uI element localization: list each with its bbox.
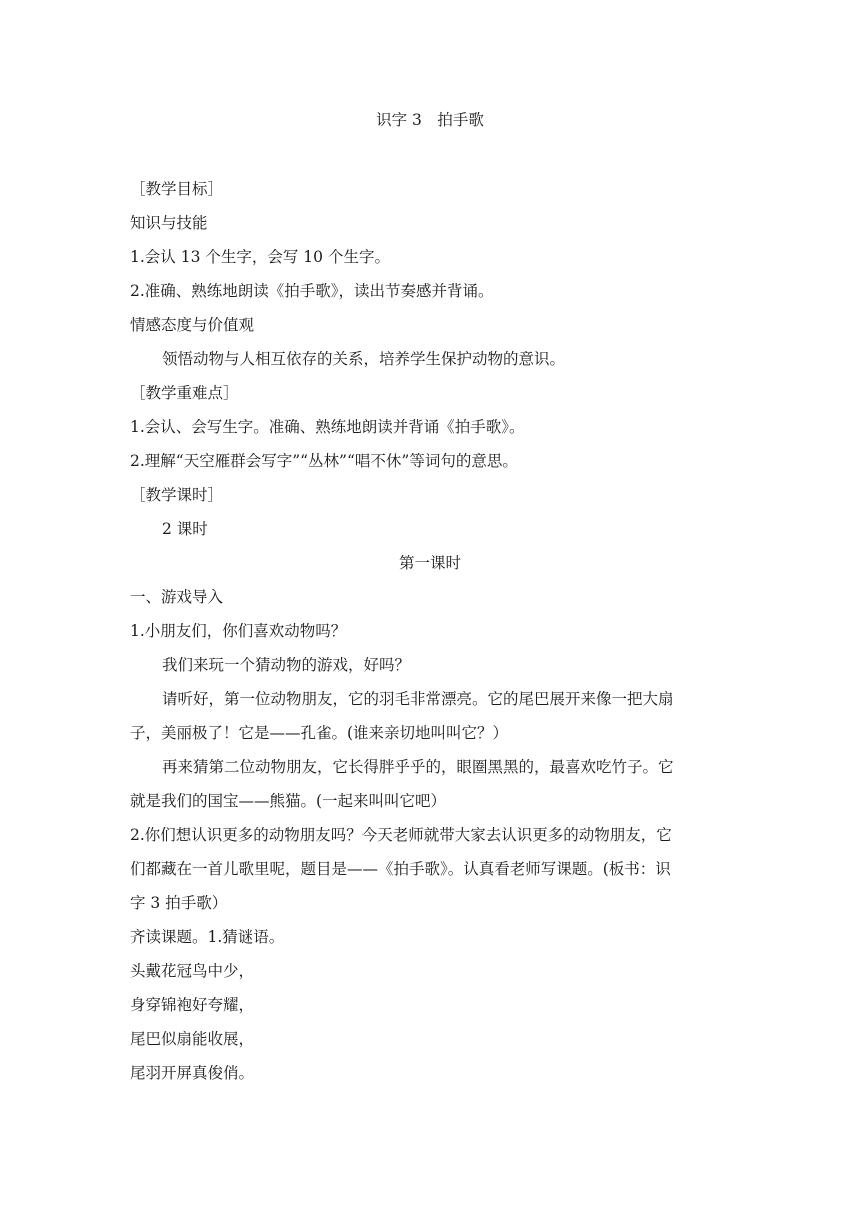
lesson-period-heading: 第一课时	[398, 554, 461, 572]
riddle-line: 身穿锦袍好夸耀，	[130, 996, 255, 1014]
text-line: 我们来玩一个猜动物的游戏，好吗？	[162, 656, 411, 674]
text-line: 1.会认、会写生字。准确、熟练地朗读并背诵《拍手歌》。	[130, 418, 525, 436]
text-line: 1.小朋友们，你们喜欢动物吗？	[130, 622, 347, 640]
riddle-line: 尾巴似扇能收展，	[130, 1030, 255, 1048]
text-line: 领悟动物与人相互依存的关系，培养学生保护动物的意识。	[162, 350, 566, 368]
text-line: 们都藏在一首儿歌里呢，题目是——《拍手歌》。认真看老师写课题。(板书：识	[130, 860, 671, 878]
text-line: 请听好，第一位动物朋友，它的羽毛非常漂亮。它的尾巴展开来像一把大扇	[162, 690, 674, 708]
text-line: 2.理解“天空雁群会写字”“丛林”“唱不休”等词句的意思。	[130, 452, 518, 470]
riddle-line: 尾羽开屏真俊俏。	[130, 1064, 255, 1082]
text-line: 就是我们的国宝——熊猫。(一起来叫叫它吧）	[130, 792, 447, 810]
text-line: 字 3 拍手歌）	[130, 894, 228, 912]
riddle-line: 头戴花冠鸟中少，	[130, 962, 255, 980]
subheading-knowledge-skills: 知识与技能	[130, 214, 208, 232]
document-title: 识字 3 拍手歌	[376, 111, 484, 129]
section-heading-key-points: ［教学重难点］	[130, 384, 239, 402]
section-heading-objectives: ［教学目标］	[130, 180, 224, 198]
subheading-emotion-values: 情感态度与价值观	[130, 316, 255, 334]
text-line: 再来猜第二位动物朋友，它长得胖乎乎的，眼圈黑黑的，最喜欢吃竹子。它	[162, 758, 674, 776]
text-line: 2 课时	[162, 520, 208, 538]
text-line: 2.你们想认识更多的动物朋友吗？今天老师就带大家去认识更多的动物朋友，它	[130, 826, 672, 844]
text-line: 子，美丽极了！它是——孔雀。(谁来亲切地叫叫它？）	[130, 724, 509, 742]
text-line: 2.准确、熟练地朗读《拍手歌》，读出节奏感并背诵。	[130, 282, 494, 300]
step-heading-game-intro: 一、游戏导入	[130, 588, 224, 606]
text-line: 齐读课题。1.猜谜语。	[130, 928, 285, 946]
section-heading-periods: ［教学课时］	[130, 486, 224, 504]
text-line: 1.会认 13 个生字，会写 10 个生字。	[130, 248, 390, 266]
